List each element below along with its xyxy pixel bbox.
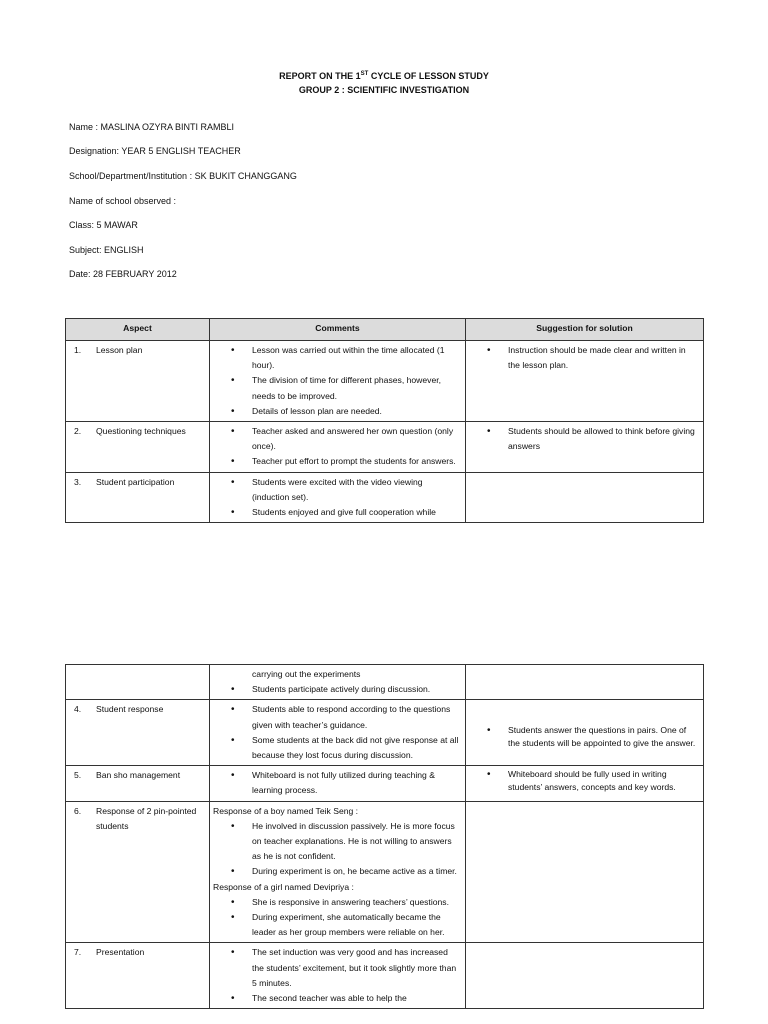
comments-list <box>213 424 462 470</box>
observed-school-field: Name of school observed : <box>69 196 177 206</box>
list-item: • The second teacher was able to help the <box>252 991 462 1006</box>
list-item: • Whiteboard is not fully utilized during teaching & learning process. <box>252 768 462 798</box>
aspect-cell: 5. Ban sho management <box>74 770 181 781</box>
list-item: • During experiment is on, he became active as a timer. <box>252 864 462 879</box>
list-item: • Teacher asked and answered her own question (only once). <box>252 424 462 454</box>
table-row <box>66 422 704 473</box>
date-field: Date: 28 FEBRUARY 2012 <box>69 269 177 279</box>
suggestions-list <box>469 724 700 750</box>
lesson-study-table <box>65 318 704 523</box>
list-item: • Lesson was carried out within the time allocated (1 hour). <box>252 343 462 373</box>
list-item: • Whiteboard should be fully used in writing students’ answers, concepts and key words. <box>508 768 700 794</box>
aspect-cell: 2. Questioning techniques <box>74 426 186 437</box>
subject-field: Subject: ENGLISH <box>69 245 144 255</box>
comments-list <box>213 819 462 880</box>
report-subtitle: GROUP 2 : SCIENTIFIC INVESTIGATION <box>298 85 470 95</box>
comments-list <box>213 768 462 798</box>
comments-list <box>213 475 462 521</box>
name-field: Name : MASLINA OZYRA BINTI RAMBLI <box>69 122 235 132</box>
list-item: • Students enjoyed and give full cooperation while <box>252 505 462 520</box>
aspect-cell: 7. Presentation <box>74 947 145 958</box>
list-item: • He involved in discussion passively. He is more focus on teacher explanations. He is not willing to answers as he is not confident. <box>252 819 462 865</box>
aspect-cell: 6. Response of 2 pin-pointed students <box>74 805 197 831</box>
list-item: • The set induction was very good and has increased the students’ excitement, but it took slightly more than 5 minutes. <box>252 945 462 991</box>
aspect-cell: 3. Student participation <box>74 476 175 487</box>
list-item: • Students able to respond according to the questions given with teacher’s guidance. <box>252 702 462 732</box>
list-item: • During experiment, she automatically became the leader as her group members were reliable on her. <box>252 910 462 940</box>
suggestions-list <box>469 424 700 454</box>
school-field: School/Department/Institution : SK BUKIT CHANGGANG <box>69 171 297 181</box>
list-item: • Instruction should be made clear and written in the lesson plan. <box>508 343 700 373</box>
designation-field: Designation: YEAR 5 ENGLISH TEACHER <box>69 146 241 156</box>
comments-list <box>213 945 462 1006</box>
comments-list <box>213 702 462 763</box>
table-row <box>66 801 704 943</box>
lesson-study-table-continued <box>65 664 704 1009</box>
continued-text: carrying out the experiments <box>252 669 361 679</box>
girl-response-heading: Response of a girl named Devipriya : <box>213 881 354 892</box>
list-item: • Students answer the questions in pairs. One of the students will be appointed to give the answer. <box>508 724 700 750</box>
comments-list <box>213 343 462 419</box>
table-row <box>66 943 704 1009</box>
boy-response-heading: Response of a boy named Teik Seng : <box>213 805 359 816</box>
table-row <box>66 341 704 422</box>
list-item: • The division of time for different phases, however, needs to be improved. <box>252 373 462 403</box>
comments-list <box>213 667 462 697</box>
report-title: REPORT ON THE 1ST CYCLE OF LESSON STUDY <box>279 71 489 81</box>
header-suggestion: Suggestion for solution <box>466 319 704 341</box>
list-item: • Students should be allowed to think before giving answers <box>508 424 700 454</box>
aspect-cell: 1. Lesson plan <box>74 345 143 355</box>
table-row <box>66 472 704 523</box>
list-item: • Students participate actively during discussion. <box>252 682 462 697</box>
list-item: • Details of lesson plan are needed. <box>252 404 462 419</box>
table-row <box>66 766 704 801</box>
table-row <box>66 700 704 766</box>
suggestions-list <box>469 343 700 373</box>
list-item: • Students were excited with the video viewing (induction set). <box>252 475 462 505</box>
comments-list <box>213 895 462 941</box>
suggestions-list <box>469 768 700 794</box>
table-row <box>66 665 704 700</box>
aspect-cell: 4. Student response <box>74 704 164 715</box>
header-aspect: Aspect <box>66 319 210 341</box>
list-item: • She is responsive in answering teachers’ questions. <box>252 895 462 910</box>
table-header-row <box>66 319 704 341</box>
class-field: Class: 5 MAWAR <box>69 220 138 230</box>
header-comments: Comments <box>210 319 466 341</box>
list-item: • Some students at the back did not give response at all because they lost focus during discussion. <box>252 733 462 763</box>
list-item: • Teacher put effort to prompt the students for answers. <box>252 454 462 469</box>
